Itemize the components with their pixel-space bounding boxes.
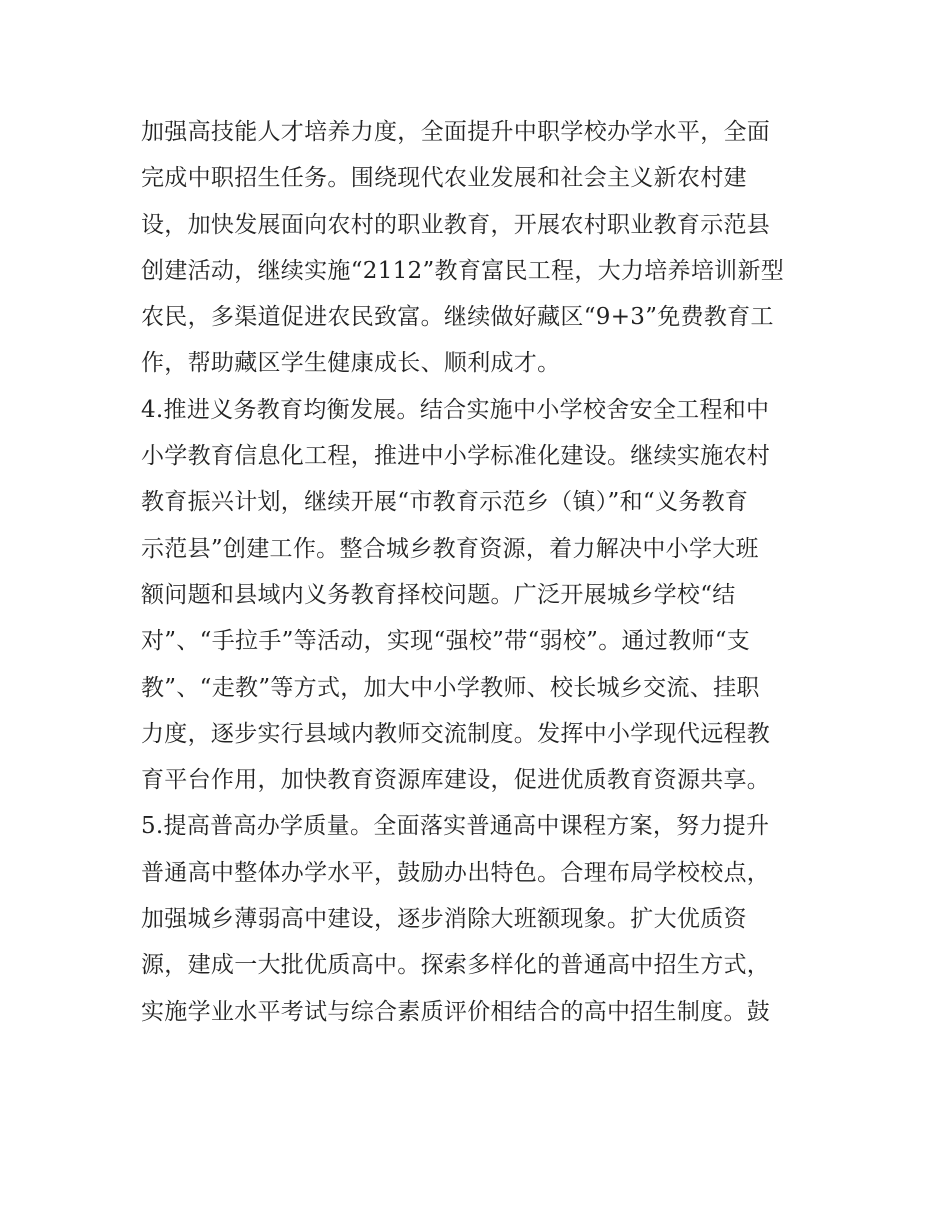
- text-line: 加强城乡薄弱高中建设，逐步消除大班额现象。扩大优质资: [141, 906, 747, 933]
- text-line: 源，建成一大批优质高中。探索多样化的普通高中招生方式，: [141, 952, 771, 979]
- text-line: 额问题和县域内义务教育择校问题。广泛开展城乡学校“结: [141, 581, 736, 608]
- text-line: 5.提高普高办学质量。全面落实普通高中课程方案，努力提升: [141, 813, 770, 840]
- text-line: 教”、“走教”等方式，加大中小学教师、校长城乡交流、挂职: [141, 674, 760, 701]
- body-text: [141, 109, 821, 1035]
- text-line: 加强高技能人才培养力度，全面提升中职学校办学水平，全面: [141, 119, 771, 145]
- text-line: 完成中职招生任务。围绕现代农业发展和社会主义新农村建: [141, 165, 747, 192]
- text-line: 对”、“手拉手”等活动，实现“强校”带“弱校”。通过教师“支: [141, 628, 751, 655]
- text-line: 创建活动，继续实施“2112”教育富民工程，大力培养培训新型: [141, 257, 785, 284]
- text-line: 示范县”创建工作。整合城乡教育资源，着力解决中小学大班: [141, 535, 759, 562]
- text-line: 实施学业水平考试与综合素质评价相结合的高中招生制度。鼓: [141, 998, 771, 1025]
- text-line: 小学教育信息化工程，推进中小学标准化建设。继续实施农村: [141, 443, 771, 470]
- text-line: 普通高中整体办学水平，鼓励办出特色。合理布局学校校点，: [141, 859, 771, 886]
- text-line: 4.推进义务教育均衡发展。结合实施中小学校舍安全工程和中: [141, 396, 770, 423]
- text-line: 教育振兴计划，继续开展“市教育示范乡（镇）”和“义务教育: [141, 489, 749, 516]
- text-line: 农民，多渠道促进农民致富。继续做好藏区“9+3”免费教育工: [141, 304, 774, 331]
- text-line: 育平台作用，加快教育资源库建设，促进优质教育资源共享。: [141, 767, 771, 794]
- text-line: 作，帮助藏区学生健康成长、顺利成才。: [141, 350, 561, 377]
- text-line: 力度，逐步实行县域内教师交流制度。发挥中小学现代远程教: [141, 720, 771, 747]
- text-line: 设，加快发展面向农村的职业教育，开展农村职业教育示范县: [141, 211, 771, 238]
